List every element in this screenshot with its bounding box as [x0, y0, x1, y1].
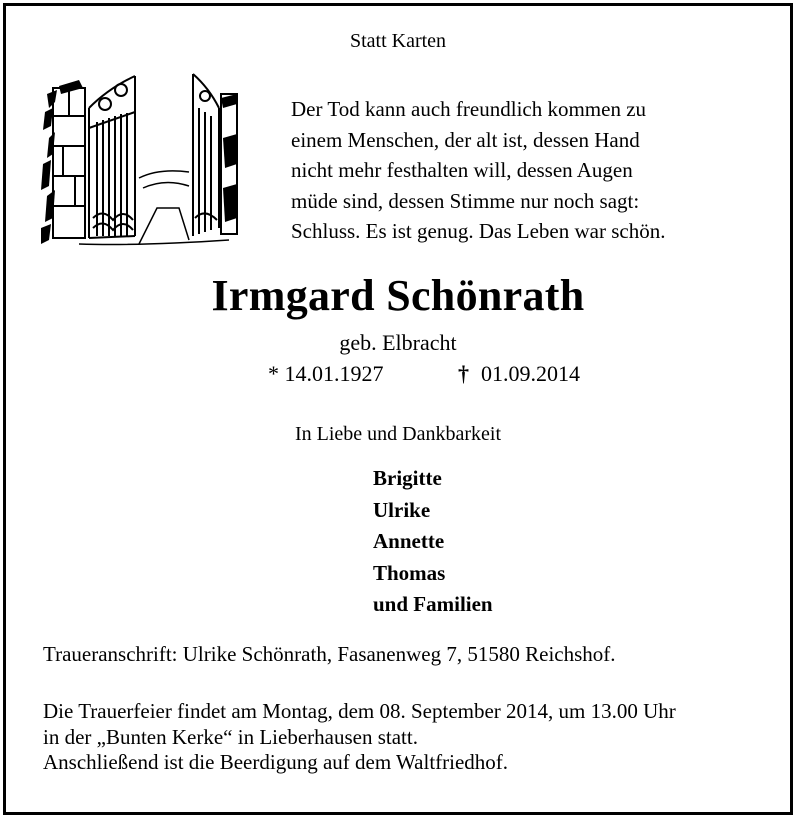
ceremony-line: Anschließend ist die Beerdigung auf dem Waltfriedhof. [43, 750, 509, 774]
maiden-name: geb. Elbracht [339, 330, 457, 355]
header-text: Statt Karten [349, 30, 447, 52]
mourner-name: Thomas [373, 560, 446, 585]
cross-icon: † [458, 361, 469, 386]
mourner-name: und Familien [373, 592, 493, 616]
quote-line: nicht mehr festhalten will, dessen Augen [291, 158, 633, 182]
death-date: 01.09.2014 [481, 361, 580, 386]
dedication-text: In Liebe und Dankbarkeit [294, 423, 502, 445]
quote-line: Der Tod kann auch freundlich kommen zu [291, 97, 647, 121]
mourner-name: Brigitte [373, 466, 442, 490]
ceremony-line: in der „Bunten Kerke“ in Lieberhausen statt. [43, 724, 418, 749]
quote-line: Schluss. Es ist genug. Das Leben war schön. [291, 219, 666, 243]
mourner-name: Ulrike [373, 497, 431, 522]
deceased-name: Irmgard Schönrath [211, 271, 585, 320]
open-gate-illustration [39, 68, 239, 252]
obituary-notice [3, 3, 793, 815]
quote-line: einem Menschen, der alt ist, dessen Hand [291, 127, 640, 152]
mourning-address: Traueranschrift: Ulrike Schönrath, Fasanenweg 7, 51580 Reichshof. [43, 642, 616, 666]
mourners-list [373, 463, 493, 621]
ceremony-info [43, 699, 676, 776]
ceremony-line: Die Trauerfeier findet am Montag, dem 08. September 2014, um 13.00 Uhr [43, 699, 676, 723]
quote-block [291, 94, 761, 247]
quote-line: müde sind, dessen Stimme nur noch sagt: [291, 188, 640, 213]
birth-date: * 14.01.1927 [268, 361, 384, 386]
death-date-line [458, 361, 580, 387]
mourner-name: Annette [373, 529, 445, 553]
